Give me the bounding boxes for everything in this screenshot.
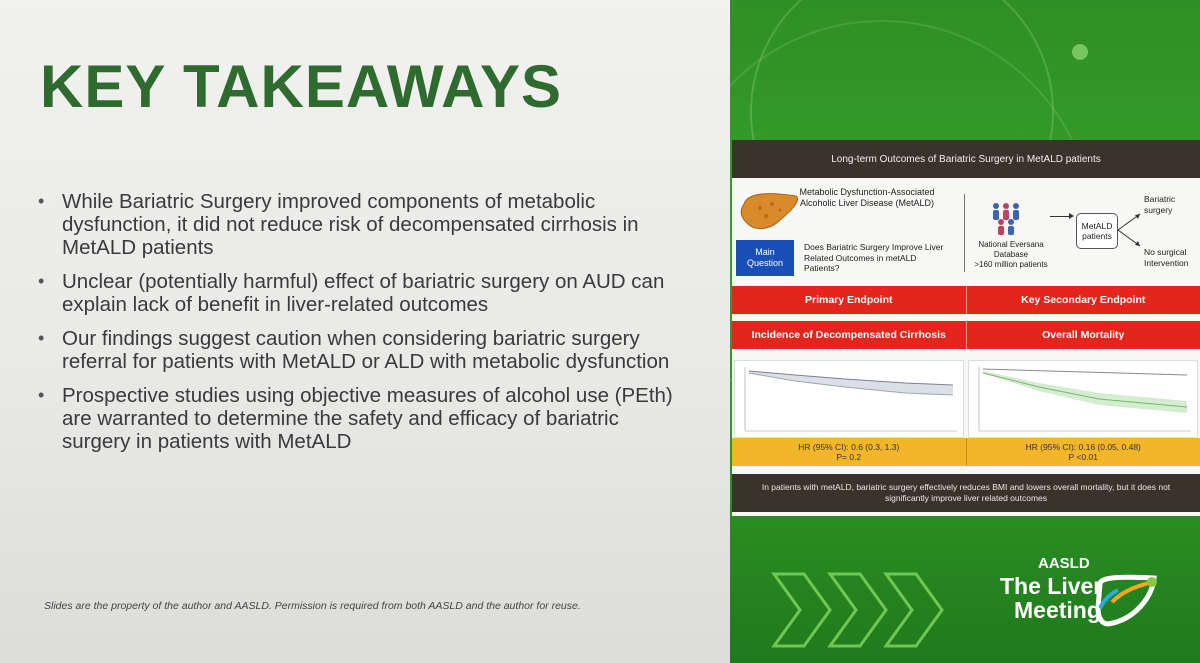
branch-arrows-icon [1116,210,1144,250]
chevron-decoration-icon [770,560,970,660]
takeaways-list [34,190,674,464]
primary-hr: HR (95% CI): 0.6 (0.3, 1.3) [798,442,900,452]
secondary-endpoint-label: Key Secondary Endpoint [1021,294,1146,306]
hazard-ratio-row [732,438,1200,466]
liver-meeting-logo-icon [1094,574,1160,628]
visual-abstract [732,140,1200,516]
research-question: Does Bariatric Surgery Improve Liver Related Outcomes in metALD Patients? [804,242,944,273]
takeaway-text: Unclear (potentially harmful) effect of bariatric surgery on AUD can explain lack of benefit in liver-related outcomes [62,270,665,316]
arrow-right-icon [1050,216,1072,217]
takeaway-text: Prospective studies using objective measures of alcohol use (PEth) are warranted to determine the safety and efficacy of bariatric surgery in patients with MetALD [62,384,673,453]
km-curve-decompensated-cirrhosis [734,360,964,438]
slide-title: KEY TAKEAWAYS [40,53,563,120]
outcome-row [732,321,1200,349]
takeaway-text: Our findings suggest caution when considering bariatric surgery referral for patients with MetALD or ALD with metabolic dysfunction [62,327,670,373]
liver-icon [740,190,800,234]
takeaway-item [34,327,674,373]
secondary-hr: HR (95% CI): 0.16 (0.05, 0.48) [1025,442,1141,452]
brand-name-line2: Meeting [1014,597,1101,623]
decorative-dot [1072,44,1088,60]
condition-label: Metabolic Dysfunction-Associated Alcoholic Liver Disease (MetALD) [799,187,935,208]
visual-abstract-header: Long-term Outcomes of Bariatric Surgery in MetALD patients [732,140,1200,178]
main-question-badge: Main Question [736,240,794,276]
primary-endpoint-label: Primary Endpoint [732,286,967,314]
bullet-dot-icon: • [38,328,45,348]
arm-bariatric-surgery: Bariatric surgery [1144,194,1176,215]
takeaway-item [34,190,674,259]
divider [964,194,965,272]
brand-org: AASLD [1038,555,1090,572]
bullet-dot-icon: • [38,385,45,405]
database-size: >160 million patients [974,260,1048,269]
endpoint-header-row [732,286,1200,314]
primary-p-value: P= 0.2 [836,452,862,462]
takeaway-item [34,384,674,453]
confidence-band [749,371,953,395]
bullet-dot-icon: • [38,191,45,211]
takeaway-item [34,270,674,316]
secondary-outcome-label: Overall Mortality [1042,329,1125,341]
database-name: National Eversana Database [978,240,1044,259]
primary-hr-cell [732,438,967,466]
people-icon [990,202,1030,236]
secondary-hr-cell [967,438,1200,466]
database-label [968,240,1054,270]
bullet-dot-icon: • [38,271,45,291]
km-curve-overall-mortality [968,360,1198,438]
conclusion-text: In patients with metALD, bariatric surgery effectively reduces BMI and lowers overall mortality, but it does not significantly improve liver related outcomes [732,474,1200,512]
confidence-band [983,371,1187,413]
arm-no-surgery: No surgical Intervention [1144,247,1189,268]
survival-curve [983,369,1187,375]
cohort-box: MetALD patients [1076,213,1118,249]
copyright-footnote: Slides are the property of the author and AASLD. Permission is required from both AASLD and the author for reuse. [44,600,581,612]
brand-name-line1: The Liver [1000,573,1103,599]
takeaway-text: While Bariatric Surgery improved components of metabolic dysfunction, it did not reduce risk of decompensated cirrhosis in MetALD patients [62,190,639,259]
primary-outcome-label: Incidence of Decompensated Cirrhosis [732,321,967,349]
secondary-p-value: P <0.01 [1068,452,1098,462]
